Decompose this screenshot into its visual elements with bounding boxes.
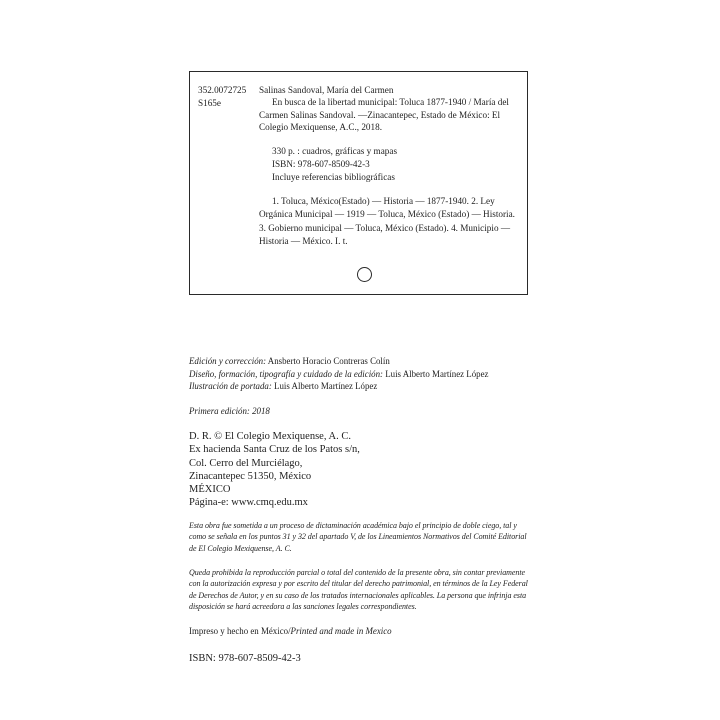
- address-line: D. R. © El Colegio Mexiquense, A. C.: [189, 431, 351, 442]
- notice-line: de Derechos de Autor, y en su caso de los tratados internacionales aplicables. La persona que infrinja esta: [189, 590, 527, 600]
- title-line: En busca de la libertad municipal: Toluca 1877-1940 / María: [272, 97, 496, 108]
- address-line: MÉXICO: [189, 484, 231, 496]
- credit-role: Diseño, formación, tipografía y cuidado de la edición:: [189, 368, 383, 379]
- catalog-entry: [259, 84, 521, 248]
- isbn: ISBN: 978-607-8509-42-3: [189, 653, 301, 664]
- notice-line: Queda prohibida la reproducción parcial o total del contenido de la presente obra, sin contar previamente: [189, 568, 526, 577]
- credit-name: Ansberto Horacio Contreras Colín: [267, 356, 390, 366]
- copyright-notice: [189, 567, 539, 613]
- author-entry: Salinas Sandoval, María del Carmen: [259, 85, 394, 95]
- title-description: [259, 96, 521, 133]
- card-isbn: ISBN: 978-607-8509-42-3: [272, 158, 370, 169]
- printed-in: [189, 626, 392, 636]
- address-line: Col. Cerro del Murciélago,: [189, 457, 303, 469]
- notice-line: disposición se hará acreedora a las sanciones legales correspondientes.: [189, 602, 417, 612]
- printed-english: Printed and made in Mexico: [290, 626, 392, 636]
- peer-review-note: [189, 520, 539, 554]
- notice-line: con la autorización expresa y por escrito del titular del derecho patrimonial, en términos de la Ley Federal: [189, 579, 528, 589]
- subject-headings: [259, 195, 521, 248]
- edition-statement: Primera edición: 2018: [189, 406, 270, 416]
- credit-name: Luis Alberto Martínez López: [385, 368, 489, 379]
- note-line: como se señala en los puntos 31 y 32 del apartado V, de los Lineamientos Normativos del Comité Editorial: [189, 532, 527, 542]
- note-line: de El Colegio Mexiquense, A. C.: [189, 543, 292, 553]
- call-number: [198, 84, 246, 110]
- call-number-class: 352.0072725: [198, 85, 247, 95]
- credit-role: Ilustración de portada:: [189, 381, 272, 392]
- call-number-cutter: S165e: [198, 98, 221, 108]
- credit-name: Luis Alberto Martínez López: [274, 381, 378, 392]
- title-line: Colegio Mexiquense, A.C., 2018.: [259, 122, 383, 133]
- credit-role: Edición y corrección:: [189, 356, 267, 366]
- physical-details: [259, 145, 521, 185]
- catalog-card: [189, 71, 528, 295]
- title-line: del Carmen Salinas Sandoval. —Zinacantepec, Estado de México: El: [259, 97, 509, 120]
- card-punch-hole-icon: [357, 267, 372, 282]
- credits: [189, 355, 488, 393]
- address-line: Zinacantepec 51350, México: [189, 470, 312, 482]
- subject-line: — Historia — México. I. t.: [259, 222, 511, 246]
- website-line: Página-e: www.cmq.edu.mx: [189, 497, 308, 509]
- credit-line: [189, 355, 488, 368]
- publisher-address: [189, 430, 360, 510]
- credit-line: [189, 368, 488, 381]
- credit-line: [189, 380, 488, 393]
- subject-line: 3. Gobierno municipal — Toluca, México (Estado). 4. Municipio: [259, 222, 499, 233]
- subject-line: Orgánica Municipal — 1919 — Toluca, México (Estado) — Historia.: [259, 209, 515, 220]
- address-line: Ex hacienda Santa Cruz de los Patos s/n,: [189, 444, 360, 456]
- physical-description: 330 p. : cuadros, gráficas y mapas: [272, 145, 398, 156]
- bibliography-note: Incluye referencias bibliográficas: [272, 172, 395, 183]
- note-line: Esta obra fue sometida a un proceso de dictaminación académica bajo el principio de doble ciego, tal y: [189, 521, 517, 530]
- subject-line: 1. Toluca, México(Estado) — Historia — 1877-1940. 2. Ley: [272, 196, 495, 207]
- printed-spanish: Impreso y hecho en México/: [189, 626, 291, 636]
